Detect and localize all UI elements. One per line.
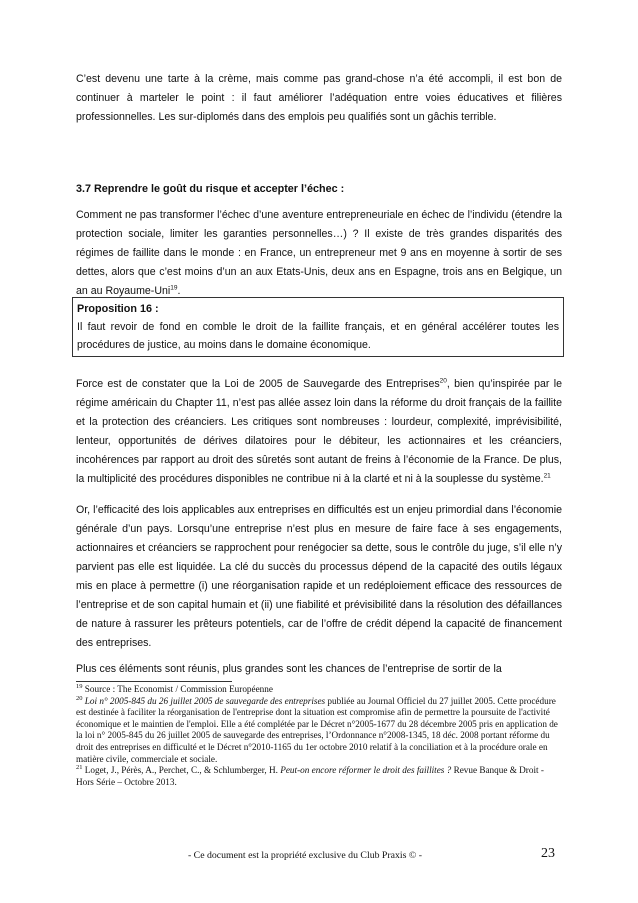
paragraph-efficacite: Or, l’efficacité des lois applicables aux entreprises en difficultés est un enjeu primordial dans l’économie générale d’un pays. Lorsqu’une entreprise n’est plus en mesure de faire face à ses engagements, actionnaires et créanciers se rapprochent pour renégocier sa dette, sous le contrôle du juge, s’il elle n’y parvient pas elle est liquidée. La clé du succès du processus dépend de la capacité des outils légaux mis en place à permettre (i) une réorganisation rapide et un redéploiement efficace des ressources de l’entreprise et de son capital humain et (ii) une fiabilité et prévisibilité dans la résolution des défaillances de nature à rassurer les prêteurs potentiels, car de l’offre de crédit dépend la capacité de financement des entreprises.	[76, 504, 562, 649]
footnote-19	[76, 684, 562, 696]
paragraph-loi-2005-body: , bien qu’inspirée par le régime américain du Chapter 11, n’est pas allée assez loin dans la réforme du droit français de la faillite et la protection des créanciers. Les critiques sont nombreuses : lourdeur, complexité, imprévisibilité, lenteur, opportunités de dérives dilatoires pour le débiteur, les actionnaires et les créanciers, incohérences par rapport au droit des sûretés sont autant de freins à l’économie de la France. De plus, la multiplicité des procédures disponibles ne contribue ni à la clarté et ni à la souplesse du système.	[76, 378, 562, 485]
paragraph-failure-end: .	[177, 285, 181, 297]
page-footer: - Ce document est la propriété exclusive du Club Praxis © -	[187, 850, 423, 861]
page-number: 23	[541, 846, 555, 861]
footnote-ref-20[interactable]: 20	[439, 377, 447, 385]
footnote-19-text: Source : The Economist / Commission Européenne	[82, 684, 273, 694]
paragraph-education: C’est devenu une tarte à la crème, mais comme pas grand-chose n’a été accompli, il est bon de continuer à marteler le point : il faut améliorer l’adéquation entre voies éducatives et filières professionnelles. Les sur-diplomés dans des emplois peu qualifiés sont un gâchis terrible.	[76, 73, 562, 123]
footnote-21	[76, 765, 562, 788]
footnote-20	[76, 696, 562, 766]
proposition-box	[72, 297, 564, 357]
paragraph-failure	[76, 206, 562, 301]
section-heading: 3.7 Reprendre le goût du risque et accepter l’échec :	[76, 183, 345, 195]
footnote-21-number: 21	[76, 764, 83, 772]
footnotes	[76, 684, 562, 788]
proposition-title: Proposition 16 :	[77, 303, 159, 315]
footnote-20-text: publiée au Journal Officiel du 27 juillet 2005. Cette procédure est destinée à faciliter la réorganisation de l'entreprise dont la situation est compromise afin de permettre la poursuite de l'activité économique et le maintien de l'emploi. Elle a été complétée par le Décret n°2005-1677 du 28 décembre 2005 pris en application de la loi n° 2005-845 du 26 juillet 2005 de sauvegarde des entreprises, l’Ordonnance n°2008-1345, 18 déc. 2008 portant réforme du droit des entreprises en difficulté et le Décret n°2010-1165 du 1er octobre 2010 relatif à la conciliation et à la procédure orale en matière civile, commerciale et sociale.	[76, 695, 558, 764]
paragraph-loi-2005-start: Force est de constater que la Loi de 2005 de Sauvegarde des Entreprises	[76, 378, 440, 390]
footnote-20-number: 20	[76, 694, 83, 702]
paragraph-continuation: Plus ces éléments sont réunis, plus grandes sont les chances de l’entreprise de sortir de la	[76, 663, 502, 675]
footnote-ref-21[interactable]: 21	[543, 472, 551, 480]
paragraph-loi-2005	[76, 375, 562, 489]
footnote-21-authors: Loget, J., Pérès, A., Perchet, C., & Schlumberger, H.	[82, 765, 281, 776]
footnote-separator	[76, 681, 232, 682]
proposition-text: Il faut revoir de fond en comble le droit de la faillite français, et en général accélérer toutes les procédures de justice, au moins dans le domaine économique.	[77, 321, 559, 351]
paragraph-failure-text: Comment ne pas transformer l’échec d’une aventure entrepreneuriale en échec de l’individu (étendre la protection sociale, limiter les garanties personnelles…) ? Il existe de très grandes disparités des régimes de faillite dans le monde : en France, un entrepreneur met 9 ans en moyenne à sortir de ses dettes, alors que c’est moins d’un an aux Etats-Unis, deux ans en Espagne, trois ans en Belgique, un an au Royaume-Uni	[76, 209, 562, 297]
footnote-20-title: Loi n° 2005-845 du 26 juillet 2005 de sauvegarde des entreprises	[82, 695, 326, 706]
footnote-19-number: 19	[76, 682, 83, 690]
footnote-ref-19[interactable]: 19	[170, 284, 178, 292]
footnote-21-source: Revue Banque & Droit - Hors Série – Octobre 2013.	[76, 765, 544, 787]
footnote-21-title: Peut-on encore réformer le droit des faillites ?	[280, 765, 452, 776]
